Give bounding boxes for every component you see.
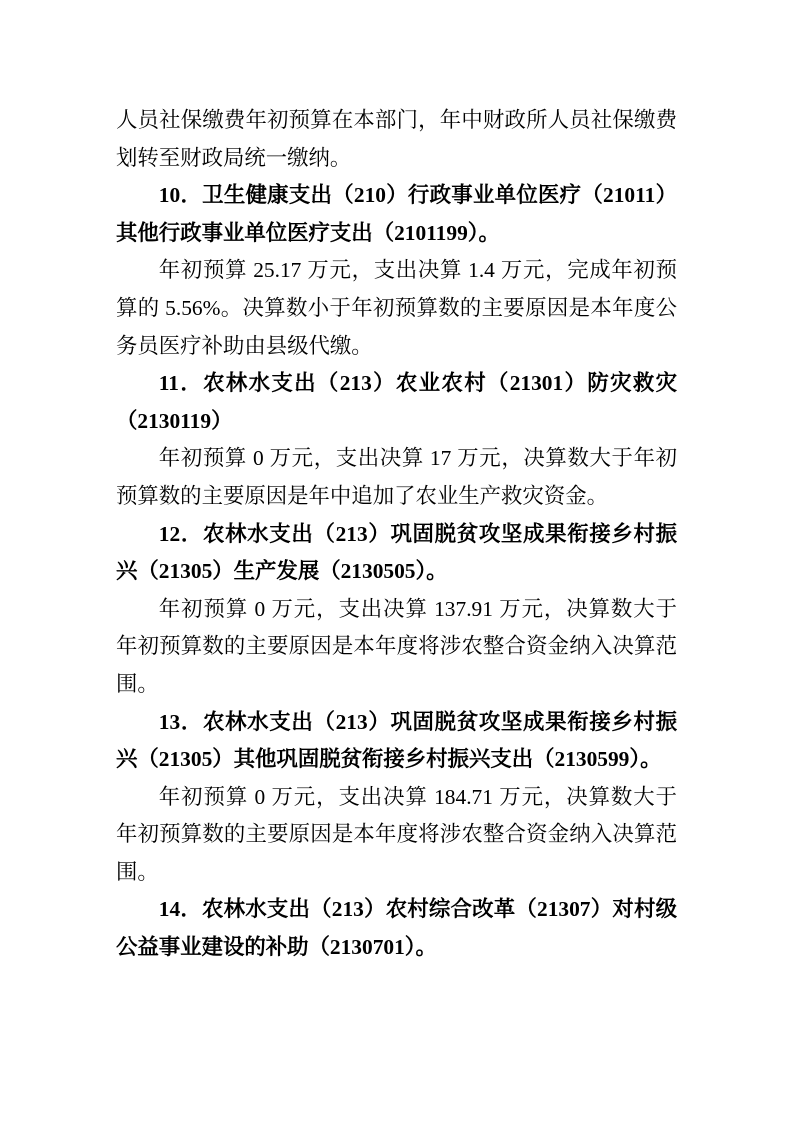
heading-item-14-rural-reform-subsidy: 14．农林水支出（213）农村综合改革（21307）对村级公益事业建设的补助（2130701）。 — [116, 897, 677, 960]
heading-item-13-rural-revitalization-other: 13．农林水支出（213）巩固脱贫攻坚成果衔接乡村振兴（21305）其他巩固脱贫衔接乡村振兴支出（2130599）。 — [116, 709, 677, 772]
paragraph-continued-social-insurance: 人员社保缴费年初预算在本部门，年中财政所人员社保缴费划转至财政局统一缴纳。 — [116, 108, 677, 170]
body-item-11-budget-detail: 年初预算 0 万元，支出决算 17 万元，决算数大于年初预算数的主要原因是年中追加了农业生产救灾资金。 — [116, 446, 677, 508]
body-item-12-budget-detail: 年初预算 0 万元，支出决算 137.91 万元，决算数大于年初预算数的主要原因是本年度将涉农整合资金纳入决算范围。 — [116, 596, 677, 696]
heading-item-10-health-expenditure: 10．卫生健康支出（210）行政事业单位医疗（21011）其他行政事业单位医疗支出（2101199）。 — [116, 183, 677, 245]
body-item-10-budget-detail: 年初预算 25.17 万元，支出决算 1.4 万元，完成年初预算的 5.56%。决算数小于年初预算数的主要原因是本年度公务员医疗补助由县级代缴。 — [116, 258, 677, 358]
body-item-13-budget-detail: 年初预算 0 万元，支出决算 184.71 万元，决算数大于年初预算数的主要原因是本年度将涉农整合资金纳入决算范围。 — [116, 784, 677, 884]
document-content — [116, 102, 677, 967]
heading-item-12-rural-revitalization-production: 12．农林水支出（213）巩固脱贫攻坚成果衔接乡村振兴（21305）生产发展（2130505）。 — [116, 521, 677, 584]
heading-item-11-disaster-relief: 11．农林水支出（213）农业农村（21301）防灾救灾（2130119） — [116, 371, 677, 433]
